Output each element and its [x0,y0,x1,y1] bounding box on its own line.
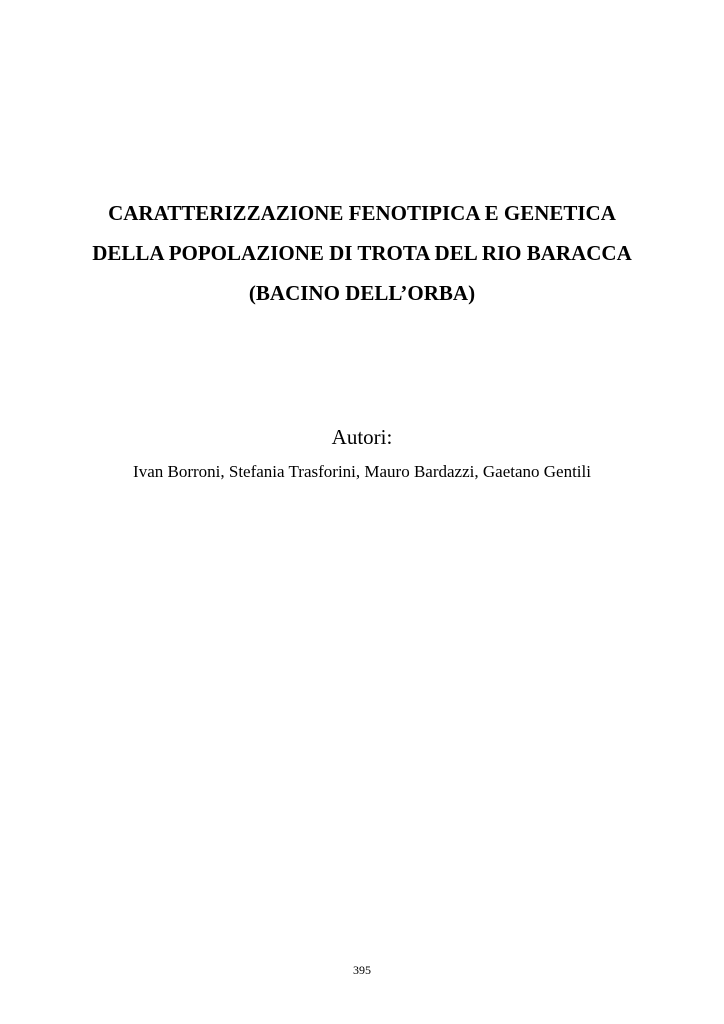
page-number: 395 [353,963,371,977]
document-title [0,193,724,313]
authors-heading: Autori: [331,425,393,449]
title-line-3: (BACINO DELL’ORBA) [248,281,476,305]
authors-list: Ivan Borroni, Stefania Trasforini, Mauro Bardazzi, Gaetano Gentili [133,462,591,481]
title-line-1: CARATTERIZZAZIONE FENOTIPICA E GENETICA [108,201,616,225]
title-line-2: DELLA POPOLAZIONE DI TROTA DEL RIO BARACCA [92,241,632,265]
